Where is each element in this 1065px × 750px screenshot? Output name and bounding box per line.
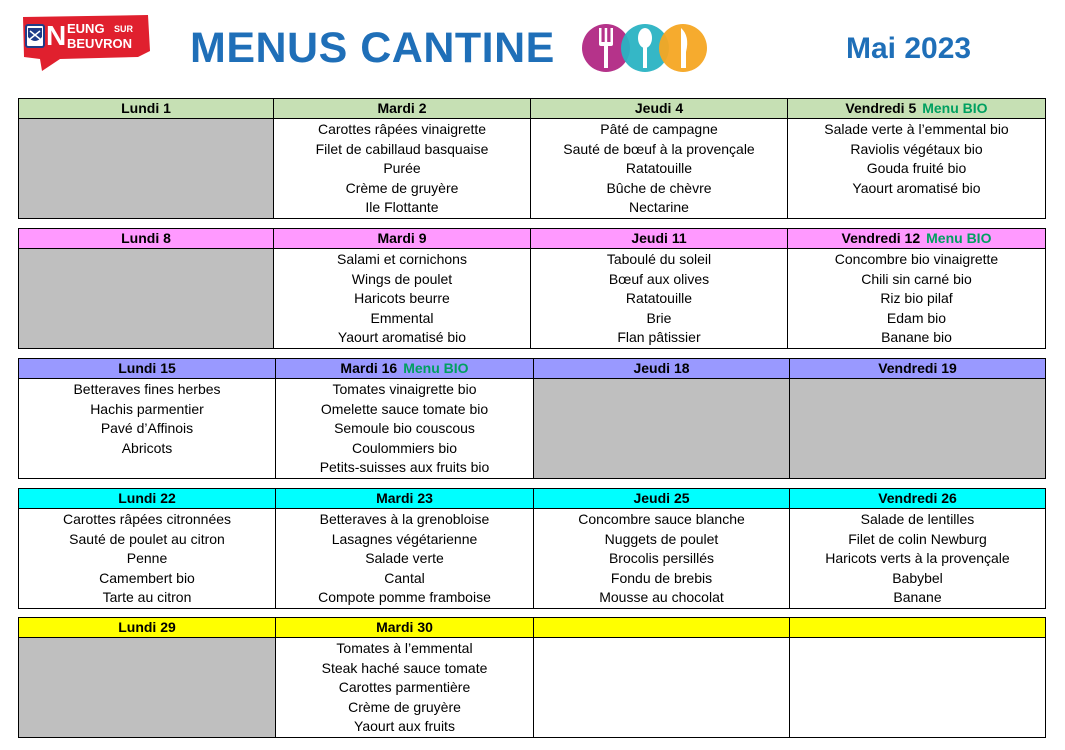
menu-cell: [274, 119, 531, 219]
day-header: Mardi 2: [274, 99, 531, 119]
day-header: [790, 618, 1046, 638]
menu-cell: [276, 638, 534, 738]
dish: Salade de lentilles: [860, 511, 975, 527]
week-table-2: [18, 228, 1046, 349]
dish: Nectarine: [629, 199, 689, 215]
day-header: Jeudi 18: [534, 359, 790, 379]
dish: Chili sin carné bio: [861, 270, 972, 287]
day-header: Lundi 29: [19, 618, 276, 638]
closed-day-cell: [19, 119, 274, 219]
closed-day-cell: [534, 379, 790, 479]
dish: Cantal: [384, 569, 425, 586]
dish: Flan pâtissier: [617, 329, 701, 345]
logo-text-bottom: BEUVRON: [67, 36, 133, 51]
dish: Betteraves fines herbes: [73, 381, 221, 397]
bio-badge: Menu BIO: [926, 230, 992, 246]
dish: Babybel: [892, 569, 943, 586]
day-header: Jeudi 25: [534, 489, 790, 509]
dish: Raviolis végétaux bio: [850, 140, 983, 157]
dish: Yaourt aromatisé bio: [852, 179, 981, 196]
dish: Haricots beurre: [354, 290, 450, 306]
page-title: MENUS CANTINE: [190, 24, 555, 72]
dish: Emmental: [370, 309, 434, 326]
dish: Carottes râpées vinaigrette: [317, 121, 487, 137]
dish: Nuggets de poulet: [604, 530, 719, 547]
dish: Lasagnes végétarienne: [331, 530, 478, 547]
dish: Compote pomme framboise: [318, 589, 491, 605]
dish: Sauté de bœuf à la provençale: [563, 140, 755, 157]
dish: Yaourt aromatisé bio: [337, 329, 467, 345]
day-header: Vendredi 19: [790, 359, 1046, 379]
empty-cell: [534, 638, 790, 738]
dish: Omelette sauce tomate bio: [320, 400, 489, 417]
menu-cell: [790, 509, 1046, 609]
dish: Pavé d’Affinois: [100, 420, 194, 436]
dish: Mousse au chocolat: [599, 589, 724, 605]
week-table-5: [18, 617, 1046, 738]
dish: Carottes parmentière: [338, 679, 471, 695]
dish: Pâté de campagne: [600, 121, 718, 137]
dish: Salami et cornichons: [337, 251, 467, 267]
bio-badge: Menu BIO: [403, 360, 469, 376]
dish: Brocolis persillés: [608, 550, 715, 566]
week-table-3: [18, 358, 1046, 479]
day-header: Mardi 9: [274, 229, 531, 249]
menu-cell: [534, 509, 790, 609]
dish: Coulommiers bio: [351, 439, 458, 456]
dish: Petits-suisses aux fruits bio: [319, 459, 490, 475]
dish: Semoule bio couscous: [334, 420, 475, 436]
dish: Abricots: [121, 439, 173, 456]
day-header: Lundi 1: [19, 99, 274, 119]
dish: Purée: [383, 160, 421, 176]
empty-cell: [790, 638, 1046, 738]
closed-day-cell: [19, 638, 276, 738]
menu-cell: [276, 379, 534, 479]
dish: Filet de colin Newburg: [848, 530, 987, 547]
closed-day-cell: [790, 379, 1046, 479]
menu-row: [19, 638, 1046, 738]
dish: Bûche de chèvre: [606, 179, 712, 196]
month-label: Mai 2023: [846, 32, 972, 65]
dish: Camembert bio: [99, 569, 195, 586]
logo-text-sur: SUR: [114, 24, 134, 34]
week-table-4: [18, 488, 1046, 609]
dish: Wings de poulet: [351, 270, 453, 287]
dish: Taboulé du soleil: [606, 251, 712, 267]
menu-row: [19, 119, 1046, 219]
day-header: Vendredi 12 Menu BIO: [788, 229, 1046, 249]
dish: Crème de gruyère: [345, 179, 459, 196]
dish: Tarte au citron: [102, 589, 192, 605]
dish: Riz bio pilaf: [880, 290, 953, 306]
day-header: Lundi 8: [19, 229, 274, 249]
dish: Sauté de poulet au citron: [69, 530, 225, 547]
dish: Concombre bio vinaigrette: [834, 251, 999, 267]
menu-cell: [788, 119, 1046, 219]
utensils-icon: [580, 22, 710, 74]
dish: Penne: [126, 550, 168, 566]
dish: Ratatouille: [625, 160, 693, 176]
town-logo: [20, 13, 152, 73]
day-header: Jeudi 11: [531, 229, 788, 249]
dish: Filet de cabillaud basquaise: [315, 140, 489, 157]
dish: Salade verte à l’emmental bio: [824, 121, 1009, 137]
dish: Haricots verts à la provençale: [825, 550, 1010, 566]
dish: Edam bio: [886, 309, 947, 326]
week-table-1: [18, 98, 1046, 219]
menu-cell: [531, 119, 788, 219]
dish: Banane bio: [881, 329, 952, 345]
dish: Ratatouille: [625, 290, 693, 306]
dish: Tomates vinaigrette bio: [332, 381, 477, 397]
menu-cell: [19, 509, 276, 609]
dish: Fondu de brebis: [610, 569, 713, 586]
day-header: Jeudi 4: [531, 99, 788, 119]
menu-row: [19, 379, 1046, 479]
dish: Gouda fruité bio: [866, 160, 967, 176]
dish: Hachis parmentier: [90, 400, 204, 417]
day-header: Mardi 30: [276, 618, 534, 638]
week-header-row: [19, 229, 1046, 249]
dish: Concombre sauce blanche: [578, 511, 745, 527]
day-header: Mardi 23: [276, 489, 534, 509]
day-header: Lundi 15: [19, 359, 276, 379]
week-header-row: [19, 99, 1046, 119]
menu-cell: [531, 249, 788, 349]
dish: Banane: [893, 589, 942, 605]
dish: Crème de gruyère: [348, 698, 461, 715]
menu-row: [19, 509, 1046, 609]
bio-badge: Menu BIO: [922, 100, 988, 116]
day-header: Mardi 16 Menu BIO: [276, 359, 534, 379]
dish: Salade verte: [365, 550, 444, 566]
logo-letter: N: [46, 20, 67, 51]
day-header: [534, 618, 790, 638]
day-header: Lundi 22: [19, 489, 276, 509]
day-header: Vendredi 5 Menu BIO: [788, 99, 1046, 119]
closed-day-cell: [19, 249, 274, 349]
dish: Ile Flottante: [365, 199, 439, 215]
menu-cell: [788, 249, 1046, 349]
menu-cell: [276, 509, 534, 609]
menu-cell: [274, 249, 531, 349]
week-header-row: [19, 359, 1046, 379]
dish: Tomates à l’emmental: [336, 640, 473, 656]
day-header: Vendredi 26: [790, 489, 1046, 509]
menu-row: [19, 249, 1046, 349]
dish: Carottes râpées citronnées: [62, 511, 232, 527]
week-header-row: [19, 618, 1046, 638]
dish: Yaourt aux fruits: [354, 718, 455, 734]
menu-cell: [19, 379, 276, 479]
dish: Brie: [646, 309, 672, 326]
dish: Steak haché sauce tomate: [321, 659, 488, 676]
dish: Bœuf aux olives: [608, 270, 710, 287]
logo-text-top: EUNG: [67, 21, 105, 36]
dish: Betteraves à la grenobloise: [319, 511, 490, 527]
week-header-row: [19, 489, 1046, 509]
